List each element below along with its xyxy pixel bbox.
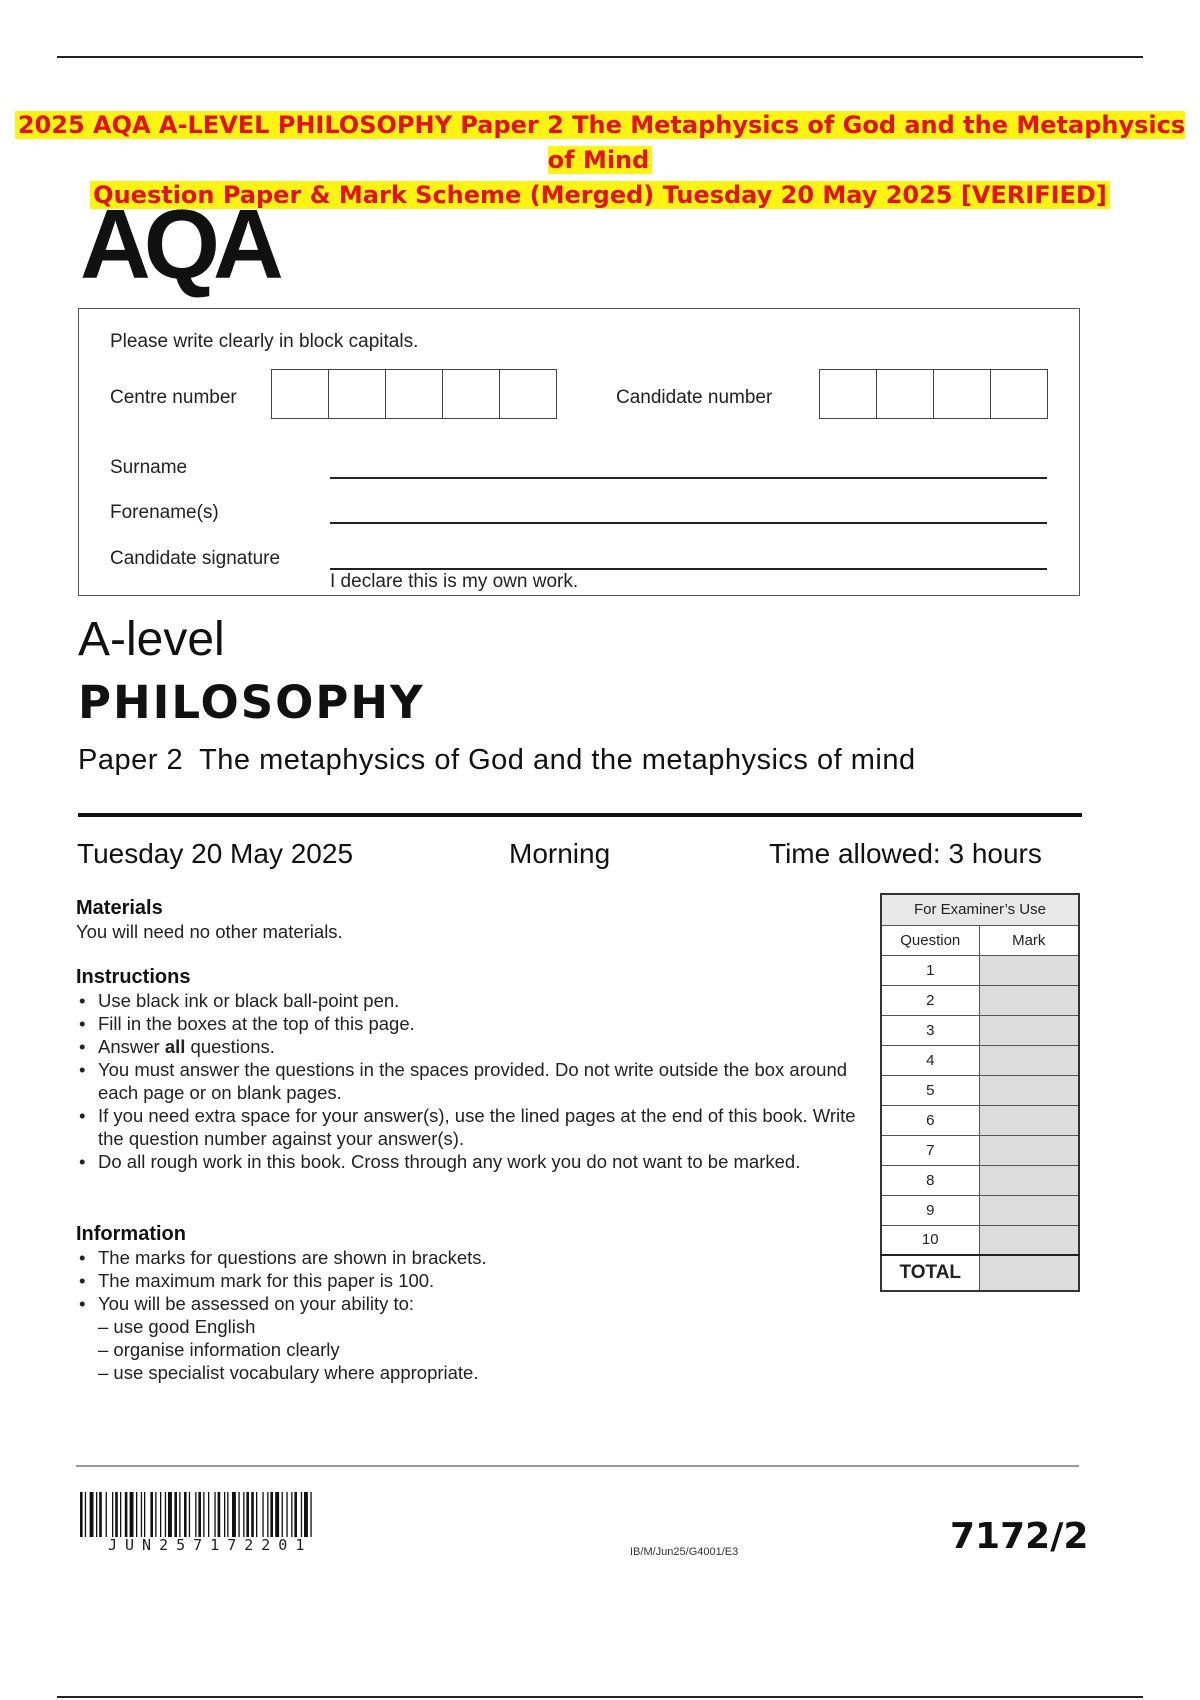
question-number: 1 [881,955,979,985]
candidate-number-cell[interactable] [820,369,877,419]
declaration-text: I declare this is my own work. [330,571,579,592]
aqa-logo: AQA [80,189,277,299]
assessment-criterion: – use good English [98,1316,256,1337]
mark-cell[interactable] [979,985,1079,1015]
footer-rule [76,1465,1079,1467]
banner-line-1: 2025 AQA A-LEVEL PHILOSOPHY Paper 2 The Metaphysics of God and the Metaphysics of Mind [15,111,1185,174]
mark-cell[interactable] [979,1105,1079,1135]
mark-cell[interactable] [979,1075,1079,1105]
centre-number-label: Centre number [110,387,237,408]
exam-date: Tuesday 20 May 2025 [77,838,354,869]
time-allowed: Time allowed: 3 hours [769,838,1042,869]
barcode [80,1492,460,1537]
total-label: TOTAL [881,1255,979,1291]
paper-name: The metaphysics of God and the metaphysics of mind [199,744,916,776]
candidate-number-cell[interactable] [877,369,934,419]
instruction-item: • Fill in the boxes at the top of this page. [76,1012,856,1035]
candidate-number-label: Candidate number [616,387,773,408]
information-heading: Information [76,1223,186,1245]
question-column-header: Question [881,925,979,955]
mark-cell[interactable] [979,1165,1079,1195]
information-item: • The maximum mark for this paper is 100. [76,1269,856,1292]
question-number: 2 [881,985,979,1015]
candidate-number-boxes[interactable] [819,369,1048,419]
bottom-rule [57,1696,1143,1698]
surname-label: Surname [110,457,188,478]
centre-number-cell[interactable] [500,369,557,419]
question-number: 4 [881,1045,979,1075]
mark-cell[interactable] [979,955,1079,985]
instruction-item: • You must answer the questions in the spaces provided. Do not write outside the box around each page or on blank pages. [76,1058,856,1104]
instructions-heading: Instructions [76,966,191,988]
mark-cell[interactable] [979,1045,1079,1075]
information-list [76,1246,856,1315]
qualification-level: A-level [78,613,225,666]
question-number: 8 [881,1165,979,1195]
title-divider [78,813,1082,817]
examiner-table-heading: For Examiner’s Use [881,894,1079,925]
mark-column-header: Mark [979,925,1079,955]
signature-label: Candidate signature [110,548,281,569]
paper-title [78,744,916,777]
information-section [76,1222,856,1384]
paper-code: 7172/2 [950,1516,1089,1557]
instruction-item: • Use black ink or black ball-point pen. [76,989,856,1012]
forenames-label: Forename(s) [110,502,219,523]
assessment-criterion: – use specialist vocabulary where appropriate. [98,1362,479,1383]
centre-number-boxes[interactable] [271,369,557,419]
materials-heading: Materials [76,897,163,919]
instructions-section [76,965,856,1173]
mark-cell[interactable] [979,1015,1079,1045]
barcode-text: JUN257172201 [108,1536,313,1554]
examiner-use-table [880,893,1080,1292]
candidate-details-box [78,308,1080,596]
centre-number-cell[interactable] [272,369,329,419]
question-number: 7 [881,1135,979,1165]
exam-session: Morning [509,838,611,869]
question-number: 5 [881,1075,979,1105]
forenames-field[interactable] [330,522,1047,524]
mark-cell[interactable] [979,1225,1079,1255]
materials-text: You will need no other materials. [76,921,343,942]
instructions-list [76,989,856,1173]
answer-prefix: Answer [98,1036,165,1057]
question-number: 10 [881,1225,979,1255]
answer-suffix: questions. [185,1036,275,1057]
question-number: 6 [881,1105,979,1135]
centre-number-cell[interactable] [386,369,443,419]
assessment-criterion: – organise information clearly [98,1339,340,1360]
question-number: 3 [881,1015,979,1045]
information-item: • The marks for questions are shown in brackets. [76,1246,856,1269]
surname-field[interactable] [330,477,1047,479]
total-mark-cell[interactable] [979,1255,1079,1291]
banner-line-2: Question Paper & Mark Scheme (Merged) Tuesday 20 May 2025 [VERIFIED] [90,181,1110,209]
instruction-item: • If you need extra space for your answer(s), use the lined pages at the end of this book. Write the question number against your answer(s). [76,1104,856,1150]
document-reference: IB/M/Jun25/G4001/E3 [630,1546,739,1558]
question-number: 9 [881,1195,979,1225]
candidate-number-cell[interactable] [934,369,991,419]
block-capitals-instruction: Please write clearly in block capitals. [110,331,419,352]
information-item: • You will be assessed on your ability to: [76,1292,856,1315]
instruction-item [76,1035,856,1058]
top-rule [57,56,1143,58]
paper-number: Paper 2 [78,744,184,776]
centre-number-cell[interactable] [329,369,386,419]
instruction-item: • Do all rough work in this book. Cross through any work you do not want to be marked. [76,1150,856,1173]
candidate-number-cell[interactable] [991,369,1048,419]
answer-emphasis: all [164,1036,186,1057]
mark-cell[interactable] [979,1195,1079,1225]
materials-section [76,896,856,943]
mark-cell[interactable] [979,1135,1079,1165]
subject-title: PHILOSOPHY [78,676,425,729]
signature-field[interactable] [330,568,1047,570]
centre-number-cell[interactable] [443,369,500,419]
